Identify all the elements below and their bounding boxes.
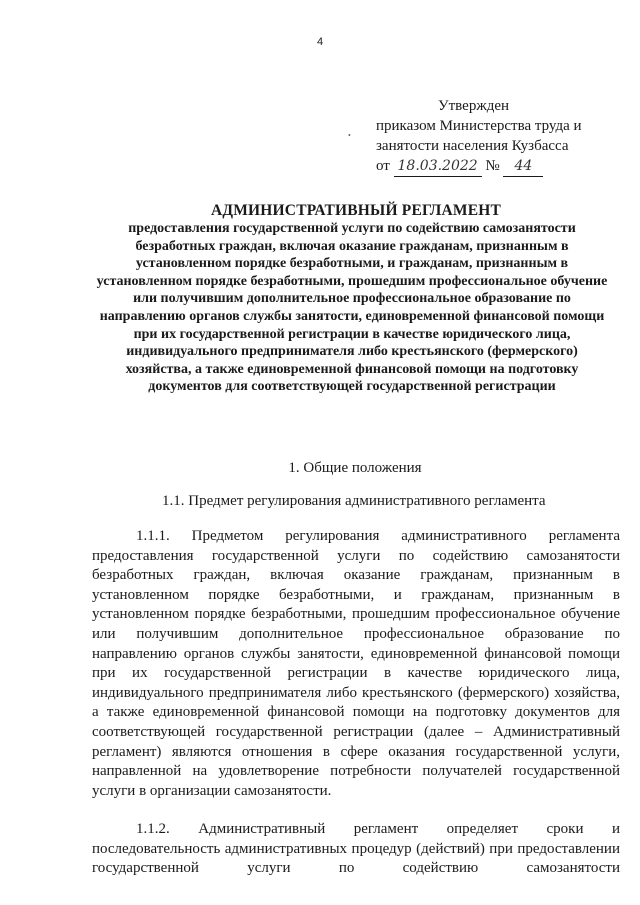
scan-dot: •	[348, 131, 351, 140]
regulation-subtitle: предоставления государственной услуги по содействию самозанятости безработных граждан, включая оказание гражданам, признанным в установленном порядке безработными, и гражданам, признанным в установленном порядке безработными, прошедшим профессиональное обучение или получившим дополнительное профессиональное образование по направлению органов службы занятости, единовременной финансовой помощи при их государственной регистрации в качестве юридического лица, индивидуального предпринимателя либо крестьянского (фермерского) хозяйства, а также единовременной финансовой помощи на подготовку документов для соответствующей государственной регистрации	[96, 221, 608, 395]
paragraph-1-1-1-text: 1.1.1. Предметом регулирования административного регламента предоставления государственной услуги по содействию самозанятости безработных граждан, включая оказание гражданам, признанным в установленном порядке безработными, и гражданам, признанным в установленном порядке безработными, прошедшим профессиональное обучение или получившим дополнительное профессиональное образование по направлению органов службы занятости, единовременной финансовой помощи при их государственной регистрации в качестве юридического лица, индивидуального предпринимателя либо крестьянского (фермерского) хозяйства, а также единовременной финансовой помощи на подготовку документов для соответствующей государственной регистрации (далее – Административный регламент) являются отношения в сфере оказания государственной услуги, направленной на удовлетворение потребности получателей государственной услуги в организации самозанятости.	[92, 528, 620, 799]
paragraph-1-1-1	[92, 527, 620, 801]
page-number: 4	[316, 36, 324, 48]
date-prefix: от	[376, 158, 390, 174]
approval-line-approved: Утвержден	[438, 98, 510, 114]
regulation-title: АДМИНИСТРАТИВНЫЙ РЕГЛАМЕНТ	[210, 202, 502, 219]
approval-stamp	[376, 96, 596, 177]
paragraph-1-1-2-text: 1.1.2. Административный регламент определяет сроки и последовательность административных процедур (действий) при предоставлении государственной услуги по содействию самозанятости	[92, 821, 620, 877]
subsection-heading: 1.1. Предмет регулирования административного регламента	[162, 493, 546, 509]
number-prefix: №	[485, 158, 500, 174]
handwritten-date: 18.03.2022	[394, 156, 482, 177]
approval-line-order: приказом Министерства труда и	[376, 118, 582, 134]
approval-date-line	[376, 156, 596, 177]
paragraph-1-1-2	[92, 820, 620, 879]
approval-line-ministry: занятости населения Кузбасса	[376, 138, 569, 154]
section-heading: 1. Общие положения	[288, 460, 422, 476]
handwritten-number: 44	[503, 156, 543, 177]
